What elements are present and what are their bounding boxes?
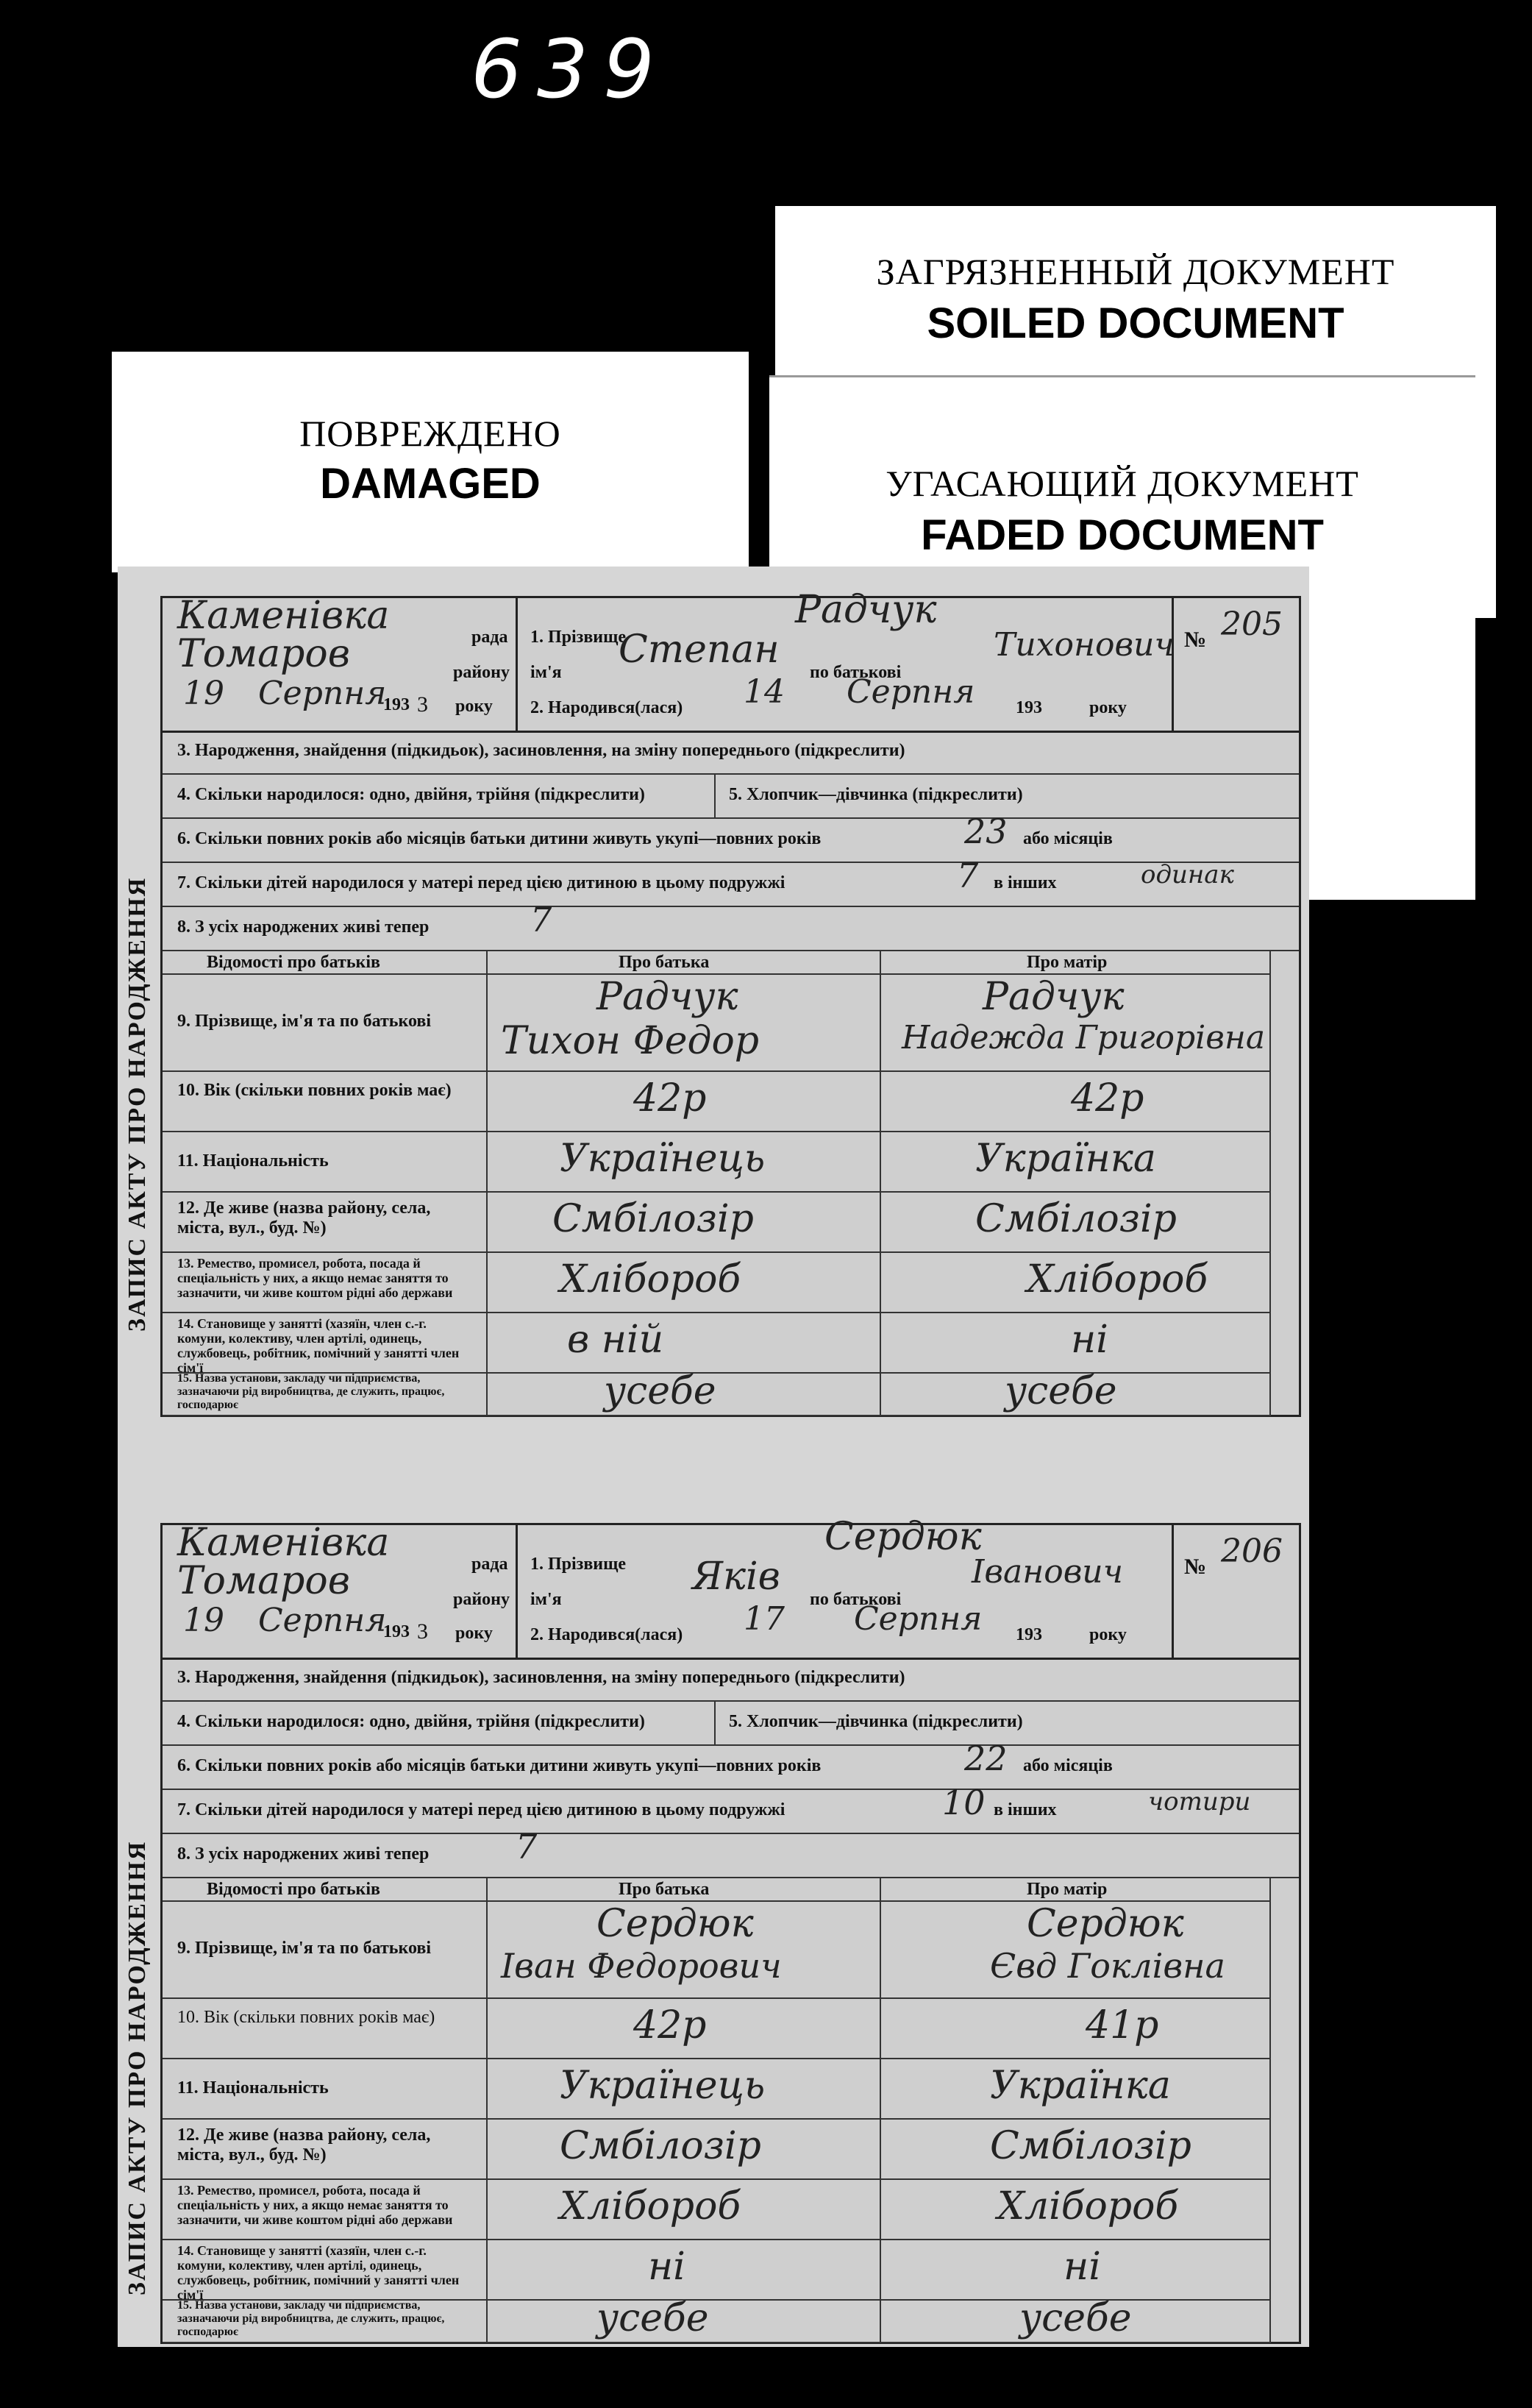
father-nationality: Українець <box>560 2064 766 2108</box>
registry-info <box>163 594 518 731</box>
children-before: 7 <box>957 856 979 895</box>
header-father <box>486 1878 881 1902</box>
soiled-stamp-en: SOILED DOCUMENT <box>927 299 1344 347</box>
mother-occupation: Хлібороб <box>1027 1257 1208 1301</box>
field-6-months-label: або місяців <box>1023 829 1113 848</box>
row-14-label-cell <box>163 1313 488 1374</box>
record-number-box <box>1172 1525 1299 1658</box>
rada-label: рада <box>471 628 508 647</box>
mother-position: ні <box>1064 2245 1101 2289</box>
field-11-label: 11. Національність <box>177 1151 329 1171</box>
row-12-label-cell <box>163 1193 488 1253</box>
registration-year-suffix: 3 <box>417 1619 428 1644</box>
father-name-cell <box>486 975 881 1072</box>
parents-table <box>163 1878 1299 2342</box>
mother-age: 42р <box>1071 1076 1144 1120</box>
record-number-box <box>1172 598 1299 731</box>
faded-stamp-ru: УГАСАЮЩИЙ ДОКУМЕНТ <box>886 463 1359 504</box>
mother-nationality: Українка <box>990 2064 1171 2108</box>
row-3 <box>163 731 1299 775</box>
field-12-label: 12. Де живе (назва району, села, міста, вул., буд. №) <box>177 2125 431 2164</box>
damaged-stamp <box>112 352 749 572</box>
field-14-label: 14. Становище у занятті (хазяїн, член с.-г. комуни, колективу, член артілі, одинець, службовець, робітник, помічний у занятті член сім'ї <box>177 2243 460 2302</box>
field-15-label: 15. Назва установи, закладу чи підприємства, зазначаючи рід виробництва, де служить, працює, господарює <box>177 1372 445 1411</box>
father-address: Смбілозір <box>552 1197 754 1241</box>
field-3-label: 3. Народження, знайдення (підкидьок), засиновлення, на зміну попереднього (підкреслити) <box>177 741 905 760</box>
father-given-names: Іван Федорович <box>501 1946 782 1986</box>
field-6-months-label: або місяців <box>1023 1756 1113 1775</box>
side-title-top: ЗАПИС АКТУ ПРО НАРОДЖЕННЯ <box>124 876 151 1332</box>
row-7 <box>163 856 1299 907</box>
rayon-value: Томаров <box>177 632 350 676</box>
birth-record-sheet <box>118 567 1309 2347</box>
mother-address: Смбілозір <box>990 2124 1191 2168</box>
mother-age-cell <box>880 1072 1271 1132</box>
parents-table <box>163 951 1299 1415</box>
row-10-label-cell <box>163 1999 488 2059</box>
patronymic-label: по батькові <box>810 1590 902 1609</box>
patronymic-label: по батькові <box>810 663 902 682</box>
row-15-label-cell <box>163 2301 488 2343</box>
father-age-cell <box>486 1072 881 1132</box>
field-9-label: 9. Прізвище, ім'я та по батькові <box>177 1939 432 1958</box>
mother-name-cell <box>880 1902 1271 1999</box>
registration-year-label: року <box>455 697 493 716</box>
header-mother <box>880 1878 1271 1902</box>
field-4-label: 4. Скільки народилося: одно, двійня, трійня (підкреслити) <box>177 785 645 804</box>
record-form-1 <box>160 588 1301 1417</box>
father-position: в ній <box>567 1318 664 1362</box>
field-14-label: 14. Становище у занятті (хазяїн, член с.-г. комуни, колективу, член артілі, одинець, службовець, робітник, помічний у занятті член сім'ї <box>177 1316 460 1375</box>
mother-surname: Радчук <box>983 975 1125 1019</box>
mother-occupation-cell <box>880 2180 1271 2240</box>
rayon-value: Томаров <box>177 1559 350 1603</box>
rada-value: Каменівка <box>177 594 390 638</box>
mother-occupation-cell <box>880 1253 1271 1313</box>
mother-nationality-cell <box>880 1132 1271 1193</box>
father-age: 42р <box>633 1076 707 1120</box>
father-surname: Сердюк <box>596 1902 754 1946</box>
mother-nationality: Українка <box>975 1137 1156 1181</box>
header-mother <box>880 951 1271 975</box>
damaged-stamp-ru: ПОВРЕЖДЕНО <box>299 413 561 454</box>
row-9-label-cell <box>163 975 488 1072</box>
row-3 <box>163 1658 1299 1702</box>
name-label: ім'я <box>530 1590 562 1609</box>
children-before: 10 <box>942 1783 986 1822</box>
mother-occupation: Хлібороб <box>997 2184 1179 2228</box>
father-institution: усебе <box>596 2296 709 2340</box>
field-4-label: 4. Скільки народилося: одно, двійня, трійня (підкреслити) <box>177 1712 645 1731</box>
years-together: 23 <box>964 811 1008 851</box>
father-occupation-cell <box>486 2180 881 2240</box>
row-6 <box>163 811 1299 863</box>
father-institution: усебе <box>604 1369 716 1413</box>
mother-institution: усебе <box>1005 1369 1117 1413</box>
number-sign: № <box>1184 628 1207 652</box>
father-occupation: Хлібороб <box>560 2184 741 2228</box>
mother-age-cell <box>880 1999 1271 2059</box>
row-6 <box>163 1738 1299 1790</box>
row-4-5 <box>163 775 1299 819</box>
name-value: Яків <box>692 1555 780 1599</box>
soiled-stamp-ru: ЗАГРЯЗНЕННЫЙ ДОКУМЕНТ <box>876 251 1395 292</box>
rayon-label: району <box>453 1590 510 1609</box>
record-form-2 <box>160 1515 1301 2344</box>
born-day: 17 <box>744 1600 785 1638</box>
registration-day: 19 <box>183 1602 224 1639</box>
row-4-5 <box>163 1702 1299 1746</box>
col-mother-label: Про матір <box>1027 1880 1108 1899</box>
surname-label: 1. Прізвище <box>530 1555 627 1574</box>
surname-label: 1. Прізвище <box>530 628 627 647</box>
field-10-label: 10. Вік (скільки повних років має) <box>177 1081 452 1100</box>
registration-day: 19 <box>183 675 224 712</box>
father-nationality-cell <box>486 1132 881 1193</box>
registration-year-prefix: 193 <box>383 695 410 714</box>
father-occupation: Хлібороб <box>560 1257 741 1301</box>
mother-name-cell <box>880 975 1271 1072</box>
father-given-names: Тихон Федор <box>501 1019 760 1063</box>
registration-month: Серпня <box>258 675 387 712</box>
row-13-label-cell <box>163 2180 488 2240</box>
born-month: Серпня <box>854 1600 983 1638</box>
born-year-prefix: 193 <box>1016 1625 1042 1644</box>
damaged-stamp-en: DAMAGED <box>320 460 541 508</box>
mother-institution-cell <box>880 2296 1271 2343</box>
divider <box>714 1702 716 1744</box>
mother-age: 41р <box>1086 2003 1159 2047</box>
row-11-label-cell <box>163 2059 488 2120</box>
field-9-label: 9. Прізвище, ім'я та по батькові <box>177 1012 432 1031</box>
field-7-other-label: в інших <box>994 873 1057 892</box>
record-number: 206 <box>1221 1532 1283 1570</box>
mother-institution: усебе <box>1019 2296 1132 2340</box>
field-8-label: 8. З усіх народжених живі тепер <box>177 917 430 937</box>
field-12-label: 12. Де живе (назва району, села, міста, вул., буд. №) <box>177 1198 431 1237</box>
born-year-prefix: 193 <box>1016 698 1042 717</box>
field-6-label: 6. Скільки повних років або місяців батьки дитини живуть укупі—повних років <box>177 1756 822 1775</box>
field-11-label: 11. Національність <box>177 2078 329 2098</box>
row-8 <box>163 900 1299 951</box>
father-position: ні <box>648 2245 685 2289</box>
father-position-cell <box>486 2240 881 2301</box>
registration-year-label: року <box>455 1624 493 1643</box>
born-year-label: року <box>1089 698 1127 717</box>
born-month: Серпня <box>847 673 975 711</box>
father-age-cell <box>486 1999 881 2059</box>
father-name-cell <box>486 1902 881 1999</box>
record-number: 205 <box>1221 605 1283 643</box>
record-header <box>163 1515 1299 1660</box>
father-surname: Радчук <box>596 975 738 1019</box>
field-15-label: 15. Назва установи, закладу чи підприємства, зазначаючи рід виробництва, де служить, працює, господарює <box>177 2299 445 2338</box>
field-7-label: 7. Скільки дітей народилося у матері перед цією дитиною в цьому подружжі <box>177 873 785 892</box>
name-label: ім'я <box>530 663 562 682</box>
mother-given-names: Надежда Григорівна <box>902 1019 1266 1056</box>
mother-address-cell <box>880 2120 1271 2180</box>
field-10-label: 10. Вік (скільки повних років має) <box>177 2008 435 2027</box>
alive-now: 7 <box>530 900 552 940</box>
field-7-label: 7. Скільки дітей народилося у матері перед цією дитиною в цьому подружжі <box>177 1800 785 1819</box>
mother-surname: Сердюк <box>1027 1902 1184 1946</box>
row-7 <box>163 1783 1299 1834</box>
row-14-label-cell <box>163 2240 488 2301</box>
alive-now: 7 <box>516 1827 538 1867</box>
father-institution-cell <box>486 1369 881 1416</box>
father-occupation-cell <box>486 1253 881 1313</box>
patronymic-value: Іванович <box>972 1553 1124 1591</box>
rayon-label: району <box>453 663 510 682</box>
father-address-cell <box>486 1193 881 1253</box>
children-other: чотири <box>1148 1787 1251 1816</box>
mother-position: ні <box>1071 1318 1108 1362</box>
row-12-label-cell <box>163 2120 488 2180</box>
father-institution-cell <box>486 2296 881 2343</box>
record-header <box>163 588 1299 733</box>
born-label: 2. Народився(лася) <box>530 1625 683 1644</box>
row-11-label-cell <box>163 1132 488 1193</box>
surname-value: Радчук <box>795 588 937 632</box>
registry-info <box>163 1521 518 1658</box>
father-position-cell <box>486 1313 881 1374</box>
rada-value: Каменівка <box>177 1521 390 1565</box>
surname-value: Сердюк <box>824 1515 982 1559</box>
father-address-cell <box>486 2120 881 2180</box>
field-6-label: 6. Скільки повних років або місяців батьки дитини живуть укупі—повних років <box>177 829 822 848</box>
mother-address: Смбілозір <box>975 1197 1177 1241</box>
row-8 <box>163 1827 1299 1878</box>
col-father-label: Про батька <box>619 1880 710 1899</box>
field-5-label: 5. Хлопчик—дівчинка (підкреслити) <box>729 1712 1023 1731</box>
row-15-label-cell <box>163 1374 488 1416</box>
col-mother-label: Про матір <box>1027 953 1108 972</box>
father-age: 42р <box>633 2003 707 2047</box>
side-title-bottom: ЗАПИС АКТУ ПРО НАРОДЖЕННЯ <box>124 1840 151 2295</box>
field-13-label: 13. Ремество, промисел, робота, посада й спеціальність у них, а якщо немає заняття то зазначити, чи живе коштом рідні або держави <box>177 1256 453 1300</box>
field-8-label: 8. З усіх народжених живі тепер <box>177 1844 430 1864</box>
father-address: Смбілозір <box>560 2124 761 2168</box>
col-info-label: Відомості про батьків <box>207 1880 380 1899</box>
mother-address-cell <box>880 1193 1271 1253</box>
registration-month: Серпня <box>258 1602 387 1639</box>
row-10-label-cell <box>163 1072 488 1132</box>
mother-institution-cell <box>880 1369 1271 1416</box>
rada-label: рада <box>471 1555 508 1574</box>
mother-given-names: Євд Гоклівна <box>990 1946 1225 1986</box>
born-day: 14 <box>744 673 785 711</box>
registration-year-suffix: 3 <box>417 692 428 717</box>
years-together: 22 <box>964 1738 1008 1778</box>
faded-stamp-en: FADED DOCUMENT <box>921 511 1324 559</box>
patronymic-value: Тихонович <box>994 626 1175 664</box>
born-year-label: року <box>1089 1625 1127 1644</box>
field-3-label: 3. Народження, знайдення (підкидьок), засиновлення, на зміну попереднього (підкреслити) <box>177 1668 905 1687</box>
field-7-other-label: в інших <box>994 1800 1057 1819</box>
father-nationality-cell <box>486 2059 881 2120</box>
children-other: одинак <box>1141 860 1234 889</box>
born-label: 2. Народився(лася) <box>530 698 683 717</box>
header-info <box>163 951 488 975</box>
mother-nationality-cell <box>880 2059 1271 2120</box>
row-13-label-cell <box>163 1253 488 1313</box>
mother-position-cell <box>880 2240 1271 2301</box>
field-13-label: 13. Ремество, промисел, робота, посада й спеціальність у них, а якщо немає заняття то зазначити, чи живе коштом рідні або держави <box>177 2183 453 2227</box>
header-father <box>486 951 881 975</box>
divider <box>714 775 716 817</box>
field-5-label: 5. Хлопчик—дівчинка (підкреслити) <box>729 785 1023 804</box>
page-number: 639 <box>471 22 669 116</box>
col-info-label: Відомості про батьків <box>207 953 380 972</box>
father-nationality: Українець <box>560 1137 766 1181</box>
row-9-label-cell <box>163 1902 488 1999</box>
name-value: Степан <box>619 628 780 672</box>
registration-year-prefix: 193 <box>383 1622 410 1641</box>
header-info <box>163 1878 488 1902</box>
col-father-label: Про батька <box>619 953 710 972</box>
mother-position-cell <box>880 1313 1271 1374</box>
number-sign: № <box>1184 1555 1207 1579</box>
